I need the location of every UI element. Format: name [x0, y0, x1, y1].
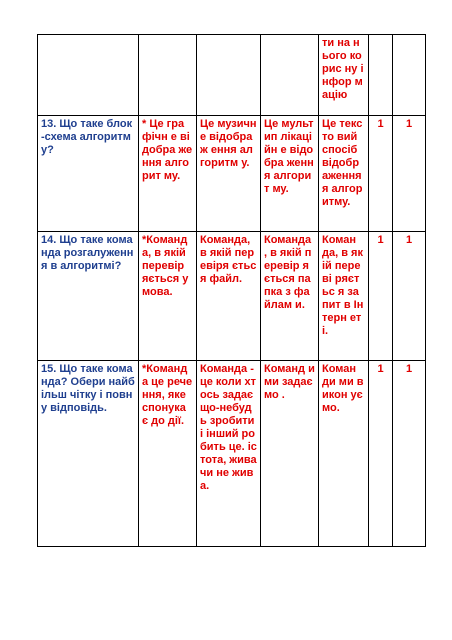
- option-cell-1: *Команд а, в якій перевір яється умова.: [139, 232, 197, 361]
- score-cell-2: [393, 35, 426, 116]
- question-cell: 13. Що таке блок-схема алгоритму?: [38, 116, 139, 232]
- option-cell-1: *Команд а це речення, яке спонука є до дії.: [139, 361, 197, 547]
- option-cell-4: Це тексто вий спосіб відобр аження я алгор итму.: [319, 116, 369, 232]
- score-cell-1: [369, 35, 393, 116]
- option-cell-4: Коман да, в якій переві ряєтьс я запит в Інтерн еті.: [319, 232, 369, 361]
- option-cell-1: * Це графічн е відобра ження алгорит му.: [139, 116, 197, 232]
- score-cell-2: 1: [393, 116, 426, 232]
- table-row: [38, 35, 426, 116]
- score-cell-2: 1: [393, 232, 426, 361]
- option-cell-3: [261, 35, 319, 116]
- option-cell-2: [197, 35, 261, 116]
- option-cell-3: Це мультип лікаційн е відобра ження алгорит му.: [261, 116, 319, 232]
- option-cell-2: Команда - це коли хтось задає що-небудь зробити і інший робить це. істота, жива чи не жива.: [197, 361, 261, 547]
- question-cell: [38, 35, 139, 116]
- table-row: [38, 232, 426, 361]
- score-cell-1: 1: [369, 232, 393, 361]
- question-cell: 14. Що таке команда розгалуження в алгоритмі?: [38, 232, 139, 361]
- option-cell-2: Це музичне відображ ення алгоритм у.: [197, 116, 261, 232]
- option-cell-3: Команда , в якій перевір яється папка з файлам и.: [261, 232, 319, 361]
- score-cell-1: 1: [369, 361, 393, 547]
- option-cell-2: Команда, в якій перевіря ється файл.: [197, 232, 261, 361]
- option-cell-4: Коман ди ми викон уємо.: [319, 361, 369, 547]
- score-cell-2: 1: [393, 361, 426, 547]
- option-cell-4: ти на нього корис ну інфор мацію: [319, 35, 369, 116]
- table-row: [38, 361, 426, 547]
- option-cell-1: [139, 35, 197, 116]
- score-cell-1: 1: [369, 116, 393, 232]
- quiz-table: [37, 34, 426, 547]
- option-cell-3: Команд и ми задаємо .: [261, 361, 319, 547]
- question-cell: 15. Що таке команда? Обери найбільш чітку і повну відповідь.: [38, 361, 139, 547]
- table-row: [38, 116, 426, 232]
